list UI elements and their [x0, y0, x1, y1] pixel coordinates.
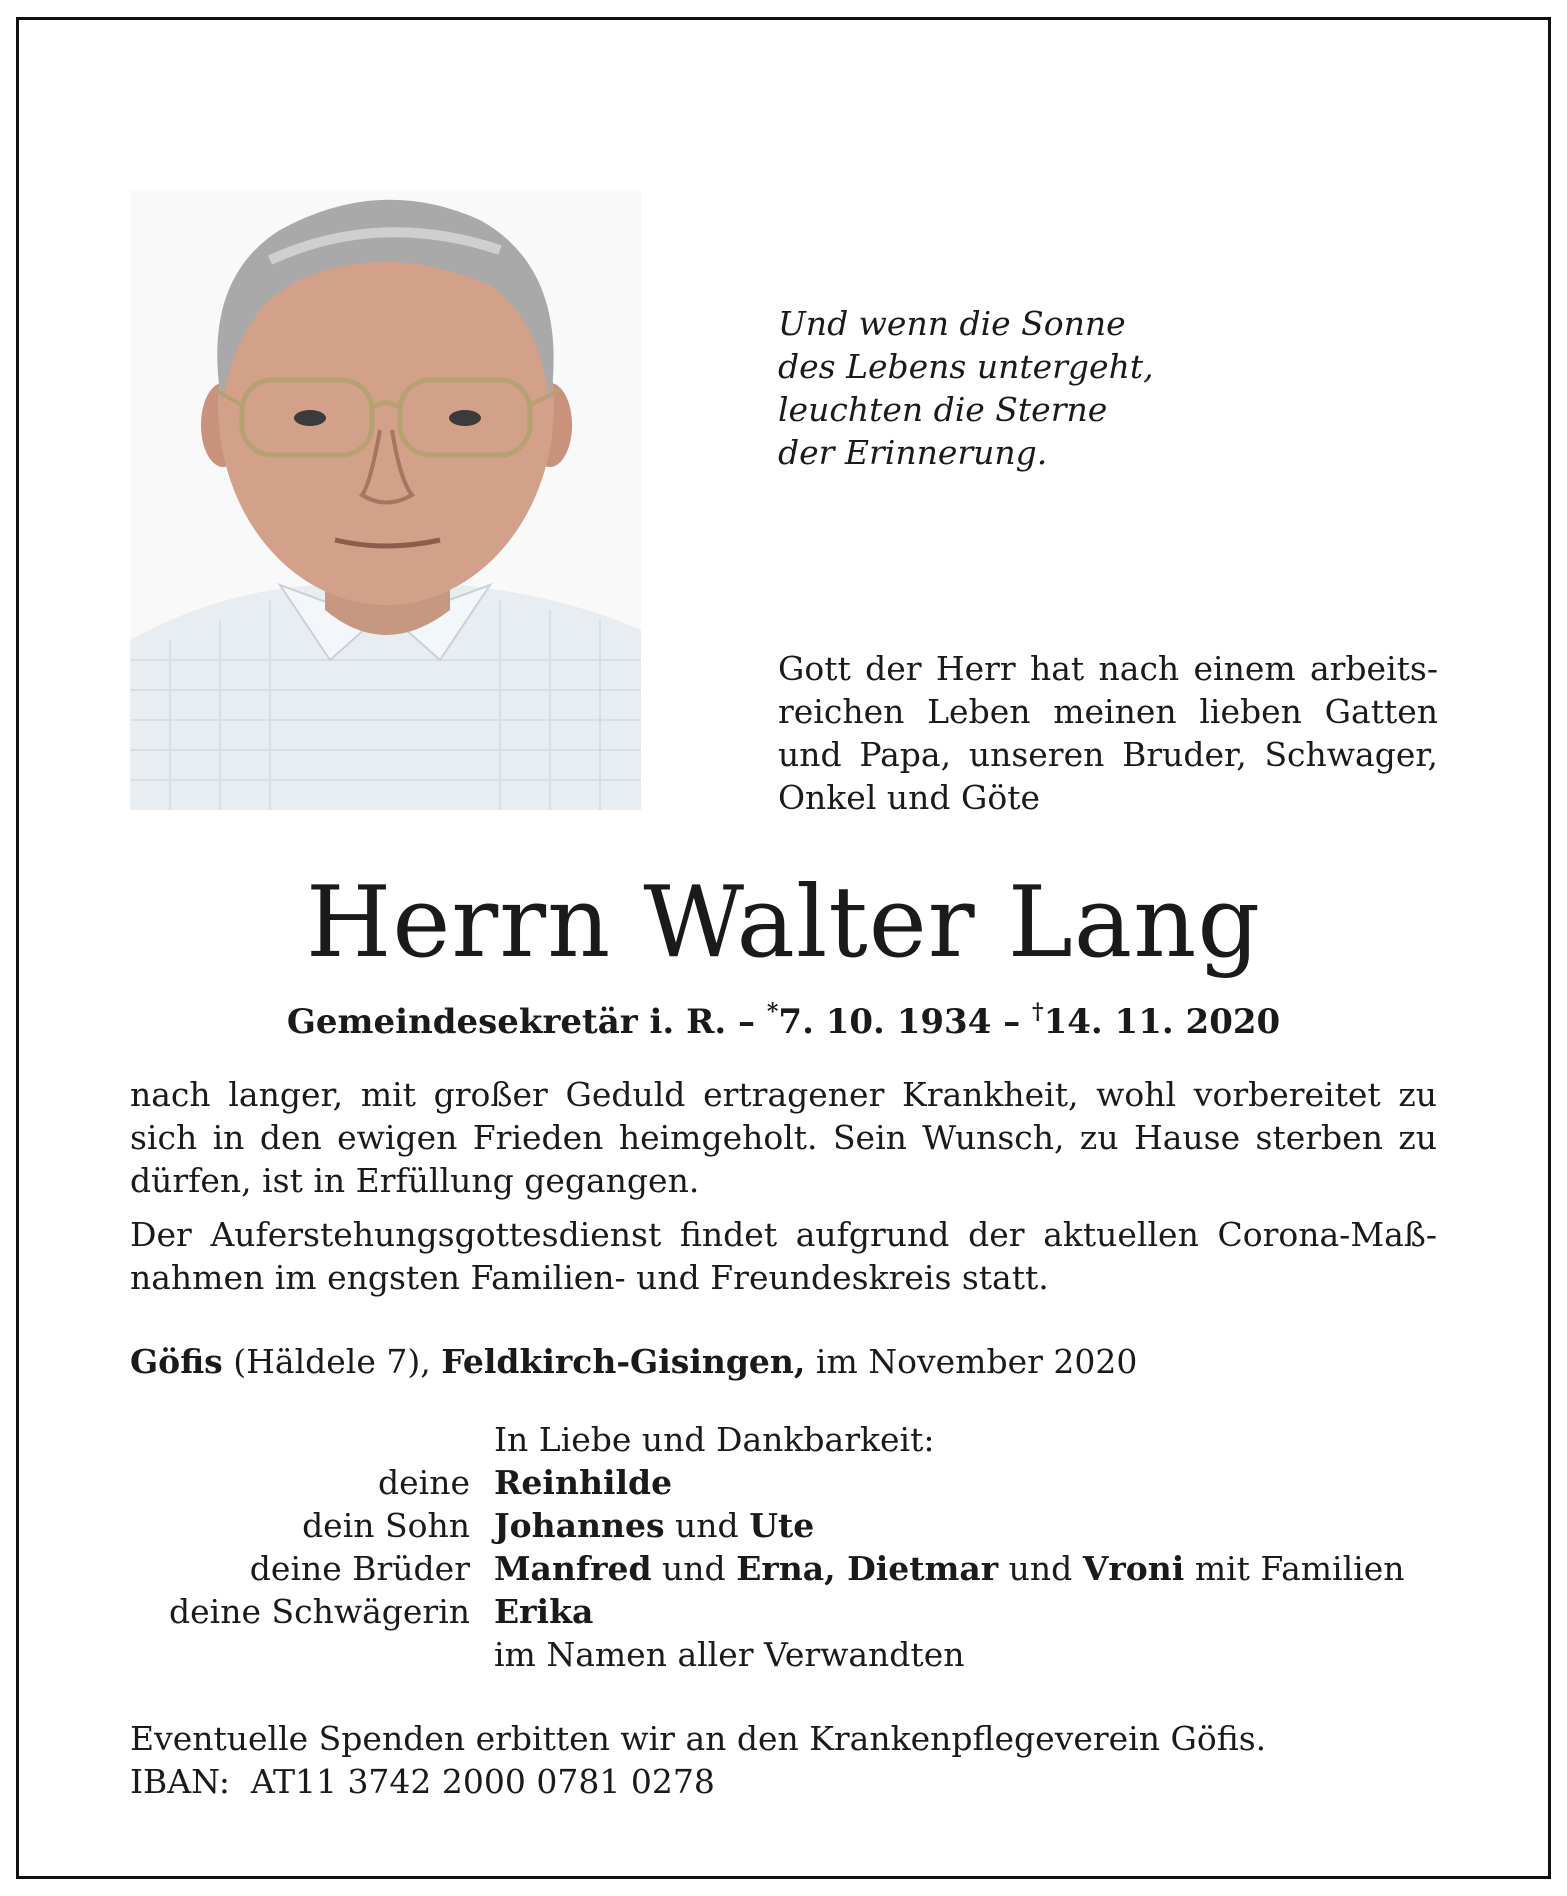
- separator-dash: –: [1003, 1002, 1021, 1042]
- date-text: im November 2020: [815, 1342, 1138, 1381]
- donation-footer: [130, 1717, 1437, 1803]
- family-relation: deine Brüder: [249, 1549, 470, 1588]
- separator-dash: –: [738, 1002, 756, 1042]
- iban-number: AT11 3742 2000 0781 0278: [250, 1762, 715, 1801]
- birth-date: 7. 10. 1934: [778, 1002, 992, 1042]
- death-date: 14. 11. 2020: [1043, 1002, 1281, 1042]
- family-member-name: Erika: [494, 1592, 594, 1631]
- body-paragraph: nach langer, mit großer Geduld ertragener Krankheit, wohl vorbereitet zu sich in den ewigen Frieden heimgeholt. Sein Wunsch, zu Hause sterben zu dürfen, ist in Erfüllung gegangen.: [130, 1075, 1437, 1200]
- family-member-name: Erna, Dietmar: [736, 1549, 999, 1588]
- portrait-photo: [130, 190, 641, 810]
- family-member-name: Johannes: [494, 1506, 665, 1545]
- iban-label: IBAN:: [130, 1762, 230, 1801]
- family-heading-row: [130, 1418, 1490, 1461]
- deceased-name: Herrn Walter Lang: [305, 866, 1262, 980]
- intro-text: Gott der Herr hat nach einem arbeitsreichen Leben meinen lieben Gatten und Papa, unseren Bruder, Schwager, Onkel und Göte: [778, 649, 1438, 817]
- family-row: [130, 1504, 1490, 1547]
- family-relation: deine Schwägerin: [169, 1592, 470, 1631]
- family-names: [494, 1547, 1490, 1590]
- town-name: Göfis: [130, 1342, 223, 1381]
- quote-line: des Lebens untergeht,: [778, 347, 1154, 386]
- death-symbol: †: [1032, 999, 1044, 1025]
- family-names: [494, 1461, 1490, 1504]
- quote-line: leuchten die Sterne: [778, 390, 1108, 429]
- family-relation: dein Sohn: [302, 1506, 470, 1545]
- iban-line: [130, 1760, 1437, 1803]
- family-member-name: Manfred: [494, 1549, 652, 1588]
- connector-text: und: [651, 1549, 737, 1588]
- town-name: Feldkirch-Gisingen,: [441, 1342, 806, 1381]
- family-names: [494, 1590, 1490, 1633]
- family-row: [130, 1461, 1490, 1504]
- family-member-name: Reinhilde: [494, 1463, 673, 1502]
- connector-text: mit Familien: [1184, 1549, 1405, 1588]
- family-closing-row: [130, 1633, 1490, 1676]
- family-member-name: Ute: [749, 1506, 815, 1545]
- portrait-illustration: [130, 190, 641, 810]
- deceased-details: [0, 992, 1567, 1042]
- connector-text: und: [998, 1549, 1083, 1588]
- family-relation: deine: [378, 1463, 470, 1502]
- deceased-title: Gemeindesekretär i. R.: [286, 1002, 727, 1042]
- family-row: [130, 1547, 1490, 1590]
- address: (Häldele 7),: [233, 1342, 431, 1381]
- family-names: [494, 1504, 1490, 1547]
- body-paragraph: Der Auferstehungsgottesdienst findet aufgrund der aktuellen Corona-Maßnahmen im engsten Familien- und Freundeskreis statt.: [130, 1215, 1437, 1297]
- place-date-line: [130, 1340, 1437, 1383]
- quote-line: Und wenn die Sonne: [778, 304, 1126, 343]
- family-row: [130, 1590, 1490, 1633]
- birth-symbol: *: [766, 999, 779, 1025]
- connector-text: und: [664, 1506, 750, 1545]
- family-heading: In Liebe und Dankbarkeit:: [494, 1420, 935, 1459]
- donation-text: Eventuelle Spenden erbitten wir an den Krankenpflegeverein Göfis.: [130, 1719, 1267, 1758]
- family-closing: im Namen aller Verwandten: [494, 1635, 965, 1674]
- memorial-quote: [778, 302, 1154, 474]
- family-member-name: Vroni: [1082, 1549, 1185, 1588]
- family-list: [130, 1418, 1490, 1676]
- quote-line: der Erinnerung.: [778, 433, 1048, 472]
